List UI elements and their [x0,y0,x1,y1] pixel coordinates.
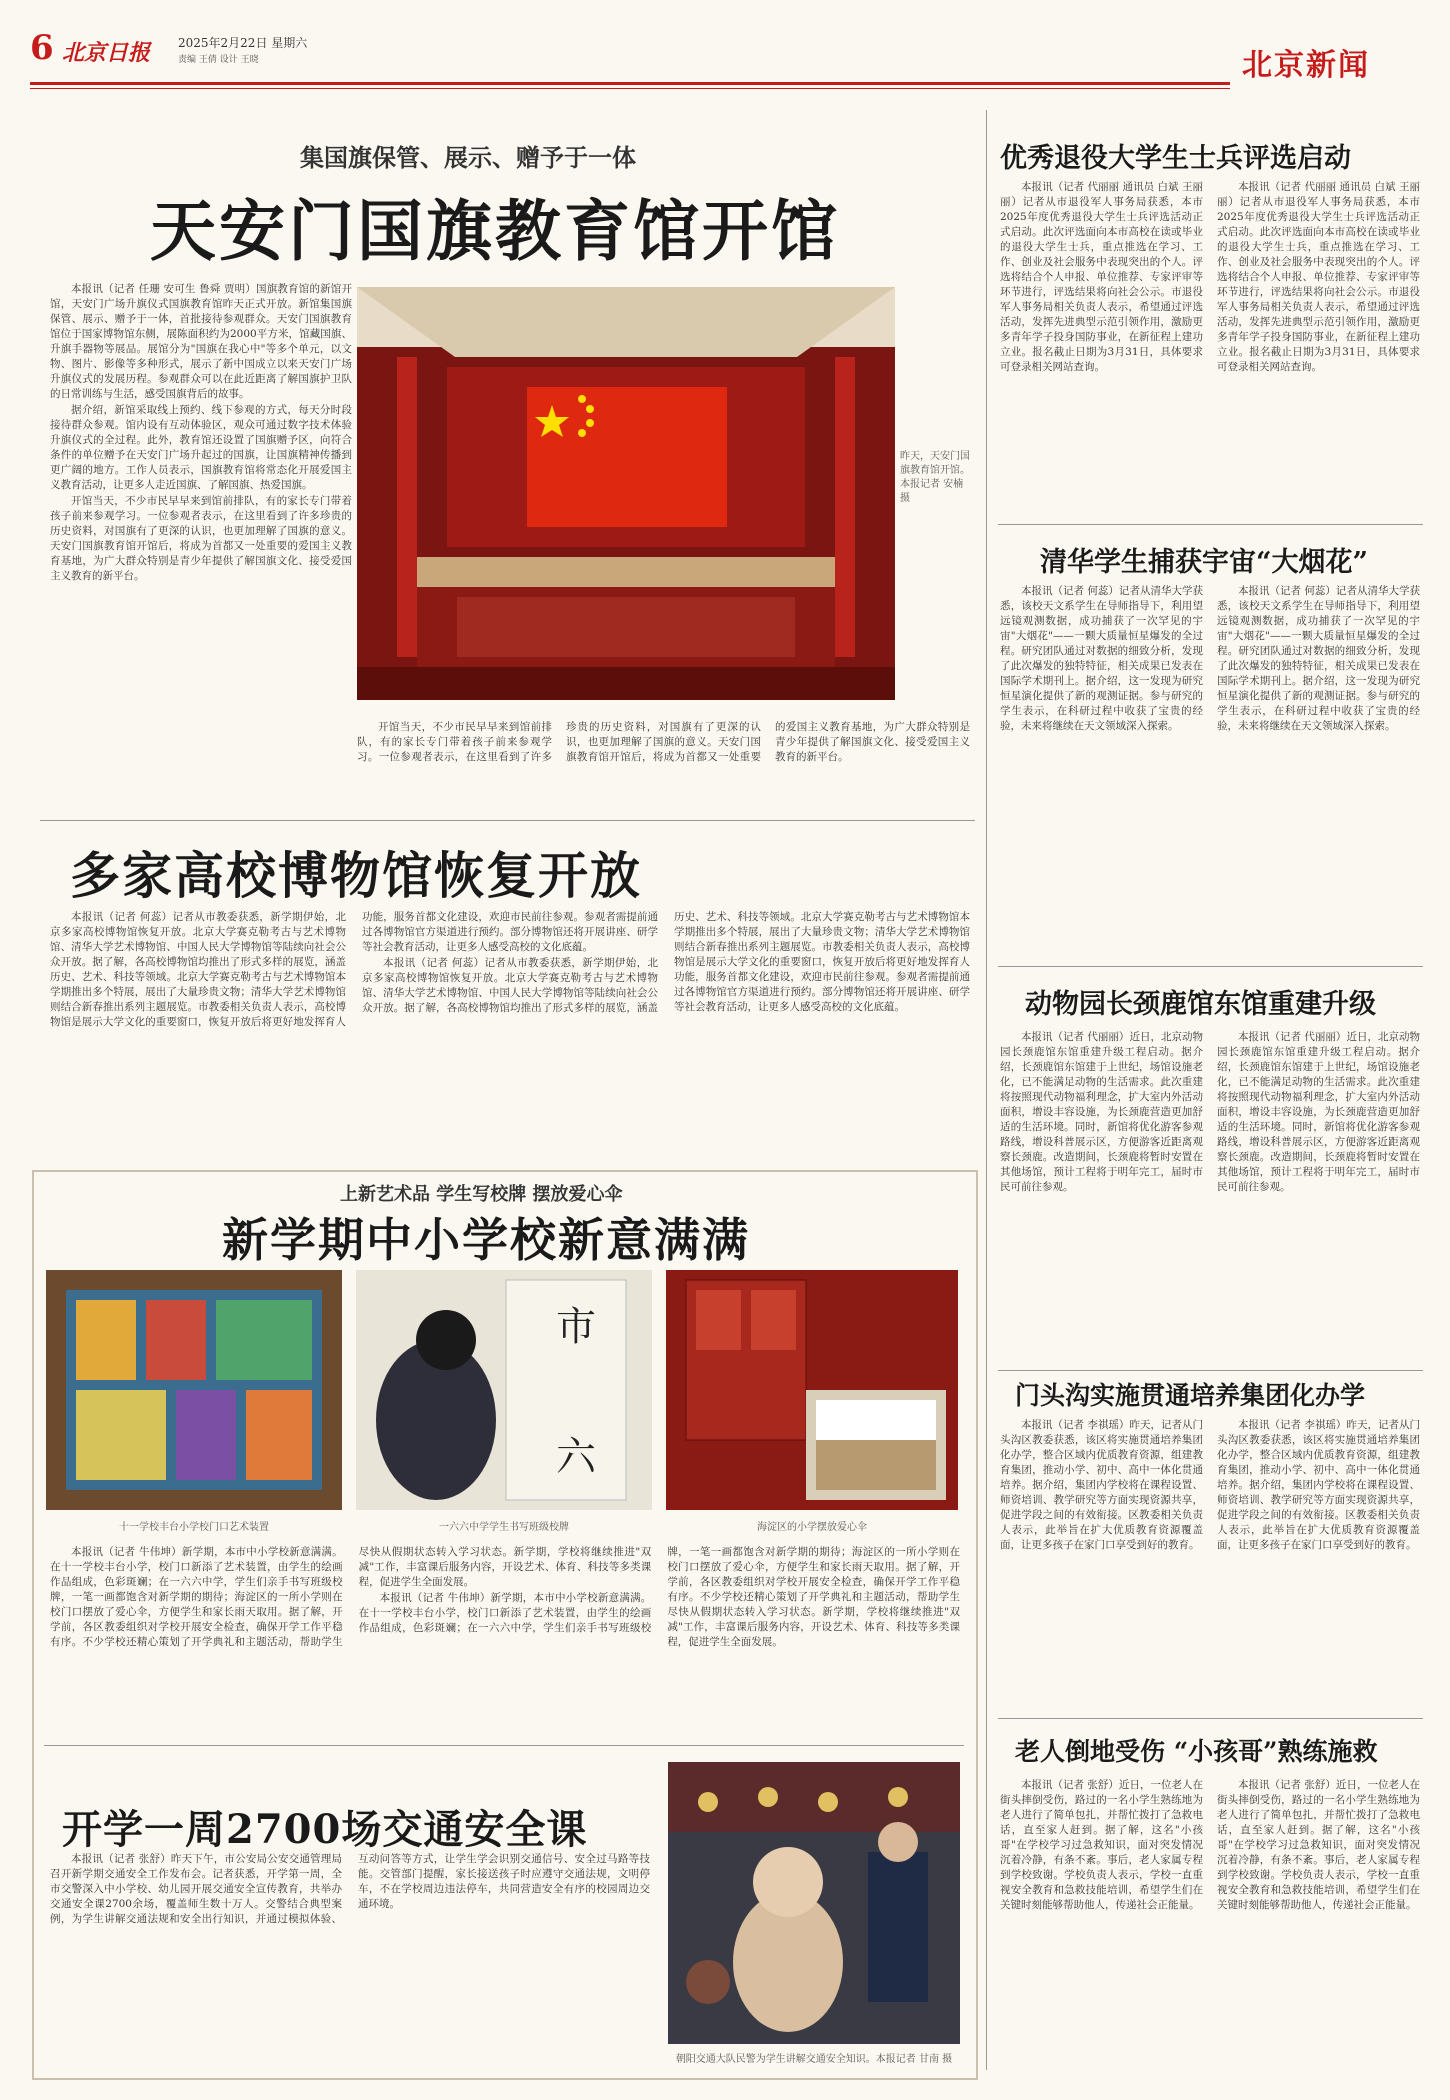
story3-caption-1: 十一学校丰台小学校门口艺术装置 [119,1522,269,1533]
story3-photo-calligraphy [356,1270,652,1510]
story3-photo-umbrella [666,1270,958,1510]
story3-body [50,1545,960,1735]
side1-text: 本报讯（记者 代丽丽 通讯员 白斌 王丽丽）记者从市退役军人事务局获悉，本市2025年度优秀退役大学生士兵评选活动正式启动。此次评选面向本市高校在读或毕业的退役大学生士兵，重点推选在学习、工作、创业及社会服务中表现突出的个人。评选将结合个人申报、单位推荐、专家评审等环节进行，评选结果将向社会公示。市退役军人事务局相关负责人表示，希望通过评选活动，发挥先进典型示范引领作用，激励更多青年学子投身国防事业，在新征程上建功立业。报名截止日期为3月31日，具体要求可登录相关网站查询。 [1000,181,1203,373]
side5-body [1000,1778,1420,2078]
side4-body [1000,1418,1420,1688]
story1-kicker: 集国旗保管、展示、赠予于一体 [300,143,636,172]
svg-text:六: 六 [556,1434,596,1480]
side2-body [1000,584,1420,954]
story4-photo-caption: 朝阳交通大队民警为学生讲解交通安全知识。本报记者 甘南 摄 [675,2054,953,2065]
side3-text-b: 本报讯（记者 代丽丽）近日，北京动物园长颈鹿馆东馆重建升级工程启动。据介绍，长颈鹿馆东馆建于上世纪，场馆设施老化，已不能满足动物的生活需求。此次重建将按照现代动物福利理念，扩大室内外活动面积，增设丰容设施，为长颈鹿营造更加舒适的生活环境。同时，新馆将优化游客参观路线，增设科普展示区，方便游客近距离观察长颈鹿。改造期间，长颈鹿将暂时安置在其他场馆，预计工程将于明年完工，届时市民可前往参观。 [1217,1031,1420,1193]
story3-caption-2: 一六六中学学生书写班级校牌 [439,1522,569,1533]
story2-headline: 多家高校博物馆恢复开放 [70,846,642,905]
side3-bottom-rule [998,1370,1423,1371]
story1-bottom-text: 开馆当天，不少市民早早来到馆前排队，有的家长专门带着孩子前来参观学习。一位参观者表示，在这里看到了许多珍贵的历史资料，对国旗有了更深的认识，也更加理解了国旗的意义。天安门国旗教育馆开馆后，将成为首都又一处重要的爱国主义教育基地，为广大群众特别是青少年提供了解国旗文化、接受爱国主义教育的新平台。 [357,721,970,763]
story3-caption-3: 海淀区的小学摆放爱心伞 [757,1522,867,1533]
story4-photo [668,1762,960,2044]
story3-text: 本报讯（记者 牛伟坤）新学期，本市中小学校新意满满。在十一学校丰台小学，校门口新添了艺术装置，由学生的绘画作品组成，色彩斑斓；在一六六中学，学生们亲手书写班级校牌，一笔一画都饱含对新学期的期待；海淀区的一所小学则在校门口摆放了爱心伞，方便学生和家长雨天取用。据了解，开学前，各区教委组织对学校开展安全检查，确保开学工作平稳有序。不少学校还精心策划了开学典礼和主题活动，帮助学生尽快从假期状态转入学习状态。新学期，学校将继续推进"双减"工作，丰富课后服务内容，开设艺术、体育、科技等多类课程，促进学生全面发展。 [50,1546,652,1648]
story2-body [50,910,970,1130]
side3-body [1000,1030,1420,1360]
story3-photo-art [46,1270,342,1510]
side4-headline: 门头沟实施贯通培养集团化办学 [1015,1381,1366,1410]
column-divider [986,110,987,2070]
story3-headline: 新学期中小学校新意满满 [222,1213,750,1267]
story2-text-b: 本报讯（记者 何蕊）记者从市教委获悉，新学期伊始，北京多家高校博物馆恢复开放。北京大学赛克勒考古与艺术博物馆、清华大学艺术博物馆、中国人民大学博物馆等陆续向社会公众开放。据了解，各高校博物馆均推出了形式多样的展览，涵盖历史、艺术、科技等领域。北京大学赛克勒考古与艺术博物馆本学期推出多个特展，展出了大量珍贵文物；清华大学艺术博物馆则结合新春推出系列主题展览。市教委相关负责人表示，高校博物馆是展示大学文化的重要窗口，恢复开放后将更好地发挥育人功能，服务首都文化建设，欢迎市民前往参观。参观者需提前通过各博物馆官方渠道进行预约。部分博物馆还将开展讲座、研学等社会教育活动，让更多人感受高校的文化底蕴。 [362,911,970,1014]
side5-text: 本报讯（记者 张舒）近日，一位老人在街头摔倒受伤，路过的一名小学生熟练地为老人进行了简单包扎，并帮忙拨打了急救电话，直至家人赶到。据了解，这名"小孩哥"在学校学习过急救知识，面对突发情况沉着冷静，有条不紊。事后，老人家属专程到学校致谢。学校负责人表示，学校一直重视安全教育和急救技能培训，希望学生们在关键时刻能够帮助他人，传递社会正能量。 [1000,1779,1203,1911]
story4-headline: 开学一周2700场交通安全课 [62,1806,588,1853]
story4-body [50,1852,650,2068]
flag-hall-illustration [357,287,895,700]
story3-text-b: 本报讯（记者 牛伟坤）新学期，本市中小学校新意满满。在十一学校丰台小学，校门口新添了艺术装置，由学生的绘画作品组成，色彩斑斓；在一六六中学，学生们亲手书写班级校牌，一笔一画都饱含对新学期的期待；海淀区的一所小学则在校门口摆放了爱心伞，方便学生和家长雨天取用。据了解，开学前，各区教委组织对学校开展安全检查，确保开学工作平稳有序。不少学校还精心策划了开学典礼和主题活动，帮助学生尽快从假期状态转入学习状态。新学期，学校将继续推进"双减"工作，丰富课后服务内容，开设艺术、体育、科技等多类课程，促进学生全面发展。 [358,1546,960,1648]
side1-headline: 优秀退役大学生士兵评选启动 [1000,143,1351,174]
editors-credit: 责编 王倩 设计 王晓 [178,55,259,65]
side2-bottom-rule [998,966,1423,967]
calligraphy-illustration [356,1270,652,1510]
side1-text-b: 本报讯（记者 代丽丽 通讯员 白斌 王丽丽）记者从市退役军人事务局获悉，本市2025年度优秀退役大学生士兵评选活动正式启动。此次评选面向本市高校在读或毕业的退役大学生士兵，重点推选在学习、工作、创业及社会服务中表现突出的个人。评选将结合个人申报、单位推荐、专家评审等环节进行，评选结果将向社会公示。市退役军人事务局相关负责人表示，希望通过评选活动，发挥先进典型示范引领作用，激励更多青年学子投身国防事业，在新征程上建功立业。报名截止日期为3月31日，具体要求可登录相关网站查询。 [1217,181,1420,373]
side4-text: 本报讯（记者 李祺瑶）昨天，记者从门头沟区教委获悉，该区将实施贯通培养集团化办学，整合区域内优质教育资源，组建教育集团，推动小学、初中、高中一体化贯通培养。据介绍，集团内学校将在课程设置、师资培训、教学研究等方面实现资源共享，促进学段之间的有效衔接。区教委相关负责人表示，此举旨在扩大优质教育资源覆盖面，让更多孩子在家门口享受到好的教育。 [1000,1419,1203,1551]
art-installation-illustration [46,1270,342,1510]
side2-headline: 清华学生捕获宇宙“大烟花” [1040,547,1369,578]
story1-photo-caption: 昨天，天安门国旗教育馆开馆。本报记者 安楠 摄 [900,451,970,504]
masthead-rule [30,82,1230,85]
side4-bottom-rule [998,1718,1423,1719]
story2-text: 本报讯（记者 何蕊）记者从市教委获悉，新学期伊始，北京多家高校博物馆恢复开放。北京大学赛克勒考古与艺术博物馆、清华大学艺术博物馆、中国人民大学博物馆等陆续向社会公众开放。据了解，各高校博物馆均推出了形式多样的展览，涵盖历史、艺术、科技等领域。北京大学赛克勒考古与艺术博物馆本学期推出多个特展，展出了大量珍贵文物；清华大学艺术博物馆则结合新春推出系列主题展览。市教委相关负责人表示，高校博物馆是展示大学文化的重要窗口，恢复开放后将更好地发挥育人功能，服务首都文化建设，欢迎市民前往参观。参观者需提前通过各博物馆官方渠道进行预约。部分博物馆还将开展讲座、研学等社会教育活动，让更多人感受高校的文化底蕴。 [50,911,658,1028]
story1-text-2: 据介绍，新馆采取线上预约、线下参观的方式，每天分时段接待群众参观。馆内设有互动体验区，观众可通过数字技术体验升旗仪式的全过程。此外，教育馆还设置了国旗赠予区，向符合条件的单位赠予在天安门广场升起过的国旗，让国旗精神传播到更广阔的地方。工作人员表示，国旗教育馆将常态化开展爱国主义教育活动，让更多人走近国旗、了解国旗、热爱国旗。 [50,404,352,491]
side1-body [1000,180,1420,510]
side1-bottom-rule [998,524,1423,525]
traffic-class-illustration [668,1762,960,2044]
story1-headline: 天安门国旗教育馆开馆 [150,192,840,270]
section-title: 北京新闻 [1242,48,1370,83]
side5-headline: 老人倒地受伤 “小孩哥”熟练施救 [1015,1737,1378,1766]
story1-column-left [50,282,352,702]
svg-text:市: 市 [556,1304,596,1350]
story1-bottom-columns [357,720,970,810]
story4-top-rule [44,1745,964,1746]
national-flag-icon [527,387,727,527]
side2-text-b: 本报讯（记者 何蕊）记者从清华大学获悉，该校天文系学生在导师指导下，利用望远镜观测数据，成功捕获了一次罕见的宇宙"大烟花"——一颗大质量恒星爆发的全过程。研究团队通过对数据的细致分析，发现了此次爆发的独特特征，相关成果已发表在国际学术期刊上。据介绍，这一发现为研究恒星演化提供了新的观测证据。参与研究的学生表示，在科研过程中收获了宝贵的经验，未来将继续在天文领域深入探索。 [1217,585,1420,732]
side3-headline: 动物园长颈鹿馆东馆重建升级 [1025,989,1376,1020]
story1-text-1: 本报讯（记者 任珊 安可生 鲁舜 贾明）国旗教育馆的新馆开馆，天安门广场升旗仪式国旗教育馆昨天正式开放。新馆集国旗保管、展示、赠予于一体，首批接待参观群众。天安门国旗教育馆位于国家博物馆东侧，展陈面积约为2000平方米，馆藏国旗、升旗手器物等展品。展馆分为"国旗在我心中"等多个单元，以文物、图片、影像等多种形式，展示了新中国成立以来天安门广场升旗仪式的发展历程。参观群众可以在此近距离了解国旗护卫队的日常训练与生活，感受国旗背后的故事。 [50,283,352,400]
side3-text: 本报讯（记者 代丽丽）近日，北京动物园长颈鹿馆东馆重建升级工程启动。据介绍，长颈鹿馆东馆建于上世纪，场馆设施老化，已不能满足动物的生活需求。此次重建将按照现代动物福利理念，扩大室内外活动面积，增设丰容设施，为长颈鹿营造更加舒适的生活环境。同时，新馆将优化游客参观路线，增设科普展示区，方便游客近距离观察长颈鹿。改造期间，长颈鹿将暂时安置在其他场馆，预计工程将于明年完工，届时市民可前往参观。 [1000,1031,1203,1193]
story3-kicker: 上新艺术品 学生写校牌 摆放爱心伞 [340,1184,623,1205]
masthead-rule-thin [30,88,1230,89]
issue-date: 2025年2月22日 星期六 [178,36,308,50]
newspaper-logo: 北京日报 [62,40,151,66]
story1-main-photo [357,287,895,700]
umbrella-illustration [666,1270,958,1510]
story4-text: 本报讯（记者 张舒）昨天下午，市公安局公安交通管理局召开新学期交通安全工作发布会。记者获悉，开学第一周，全市交警深入中小学校、幼儿园开展交通安全宣传教育，共举办交通安全课2700余场，覆盖师生数十万人。交警结合典型案例，为学生讲解交通法规和安全出行知识，并通过模拟体验、互动问答等方式，让学生学会识别交通信号、安全过马路等技能。交管部门提醒，家长接送孩子时应遵守交通法规，文明停车，不在学校周边违法停车，共同营造安全有序的校园周边交通环境。 [50,1853,650,1925]
page-number: 6 [30,28,54,68]
story2-top-rule [40,820,975,821]
side5-text-b: 本报讯（记者 张舒）近日，一位老人在街头摔倒受伤，路过的一名小学生熟练地为老人进行了简单包扎，并帮忙拨打了急救电话，直至家人赶到。据了解，这名"小孩哥"在学校学习过急救知识，面对突发情况沉着冷静，有条不紊。事后，老人家属专程到学校致谢。学校负责人表示，学校一直重视安全教育和急救技能培训，希望学生们在关键时刻能够帮助他人，传递社会正能量。 [1217,1779,1420,1911]
side2-text: 本报讯（记者 何蕊）记者从清华大学获悉，该校天文系学生在导师指导下，利用望远镜观测数据，成功捕获了一次罕见的宇宙"大烟花"——一颗大质量恒星爆发的全过程。研究团队通过对数据的细致分析，发现了此次爆发的独特特征，相关成果已发表在国际学术期刊上。据介绍，这一发现为研究恒星演化提供了新的观测证据。参与研究的学生表示，在科研过程中收获了宝贵的经验，未来将继续在天文领域深入探索。 [1000,585,1203,732]
side4-text-b: 本报讯（记者 李祺瑶）昨天，记者从门头沟区教委获悉，该区将实施贯通培养集团化办学，整合区域内优质教育资源，组建教育集团，推动小学、初中、高中一体化贯通培养。据介绍，集团内学校将在课程设置、师资培训、教学研究等方面实现资源共享，促进学段之间的有效衔接。区教委相关负责人表示，此举旨在扩大优质教育资源覆盖面，让更多孩子在家门口享受到好的教育。 [1217,1419,1420,1551]
story1-text-3: 开馆当天，不少市民早早来到馆前排队，有的家长专门带着孩子前来参观学习。一位参观者表示，在这里看到了许多珍贵的历史资料，对国旗有了更深的认识，也更加理解了国旗的意义。天安门国旗教育馆开馆后，将成为首都又一处重要的爱国主义教育基地，为广大群众特别是青少年提供了解国旗文化、接受爱国主义教育的新平台。 [50,495,352,582]
